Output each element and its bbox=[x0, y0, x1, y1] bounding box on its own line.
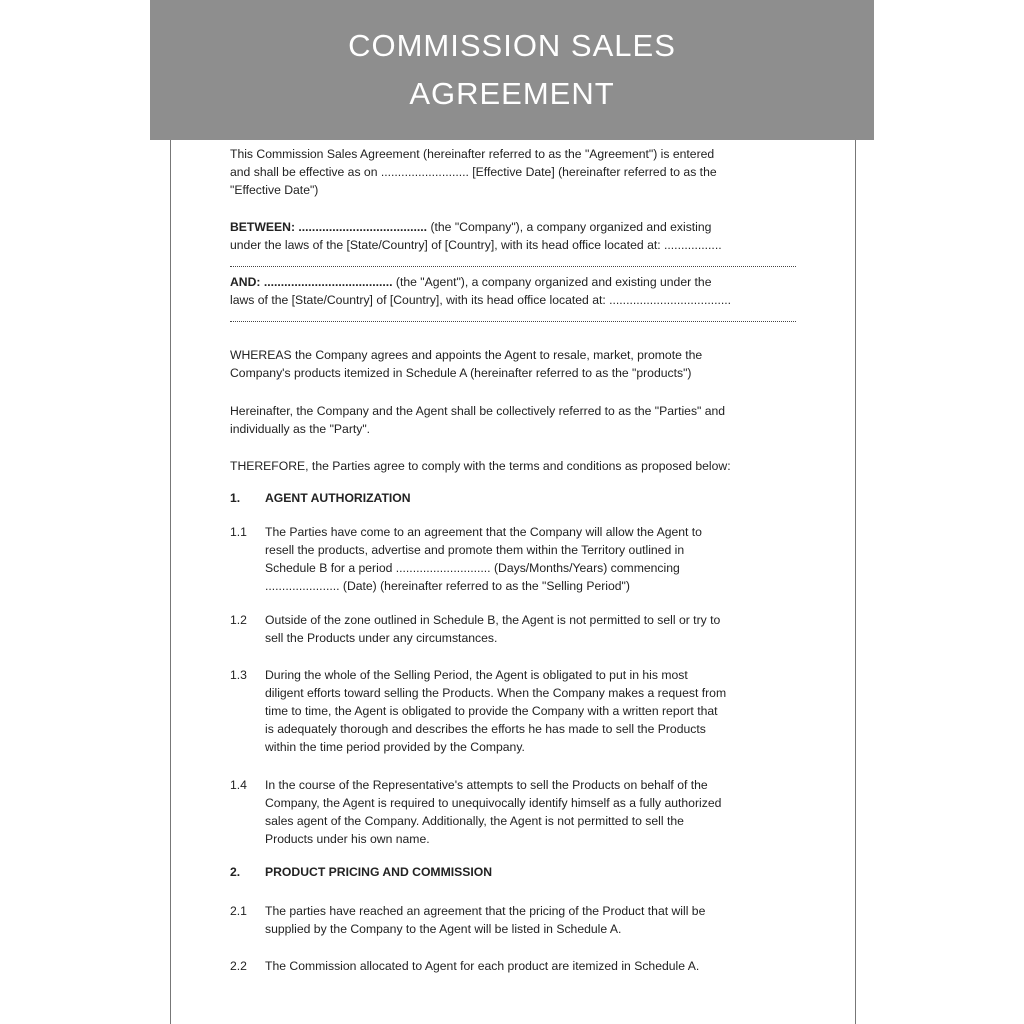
between-paragraph bbox=[230, 218, 800, 254]
banner-title-line-1: COMMISSION SALES bbox=[348, 28, 676, 63]
clause-number: 1.4 bbox=[230, 778, 247, 792]
text-line: Company, the Agent is required to unequivocally identify himself as a fully authorized bbox=[265, 796, 722, 810]
clause-text bbox=[265, 902, 800, 938]
text-line: Hereinafter, the Company and the Agent shall be collectively referred to as the "Parties" and bbox=[230, 404, 726, 418]
text-line: Company's products itemized in Schedule A (hereinafter referred to as the "products") bbox=[230, 366, 692, 380]
clause-text bbox=[265, 957, 800, 975]
clause-number: 1.1 bbox=[230, 525, 247, 539]
text-line: During the whole of the Selling Period, the Agent is obligated to put in his most bbox=[265, 668, 688, 682]
text-line: Products under his own name. bbox=[265, 832, 430, 846]
and-paragraph bbox=[230, 273, 800, 309]
between-label: BETWEEN: ...................................... bbox=[230, 220, 428, 234]
clause-number: 2.2 bbox=[230, 959, 247, 973]
text-line: individually as the "Party". bbox=[230, 422, 371, 436]
text-line: In the course of the Representative's attempts to sell the Products on behalf of the bbox=[265, 778, 708, 792]
text-line: diligent efforts toward selling the Products. When the Company makes a request from bbox=[265, 686, 727, 700]
therefore-paragraph: THEREFORE, the Parties agree to comply with the terms and conditions as proposed below: bbox=[230, 459, 731, 473]
clause-text bbox=[265, 611, 800, 647]
text-line: The Parties have come to an agreement that the Company will allow the Agent to bbox=[265, 525, 702, 539]
fill-in-dotted-line bbox=[230, 321, 796, 322]
and-label: AND: ...................................... bbox=[230, 275, 393, 289]
text-line: WHEREAS the Company agrees and appoints the Agent to resale, market, promote the bbox=[230, 348, 703, 362]
text-line: supplied by the Company to the Agent will be listed in Schedule A. bbox=[265, 922, 622, 936]
text-line: and shall be effective as on .......................... [Effective Date] (hereinafter referred to as the bbox=[230, 165, 717, 179]
intro-paragraph bbox=[230, 145, 800, 199]
text-line: is adequately thorough and describes the efforts he has made to sell the Products bbox=[265, 722, 706, 736]
section-heading: AGENT AUTHORIZATION bbox=[265, 491, 411, 505]
text-line: Schedule B for a period ............................ (Days/Months/Years) commencing bbox=[265, 561, 680, 575]
fill-in-dotted-line bbox=[230, 266, 796, 267]
text-line: sales agent of the Company. Additionally, the Agent is not permitted to sell the bbox=[265, 814, 684, 828]
section-number: 2. bbox=[230, 865, 241, 879]
clause-text bbox=[265, 666, 800, 756]
section-number: 1. bbox=[230, 491, 241, 505]
text-line: The Commission allocated to Agent for each product are itemized in Schedule A. bbox=[265, 959, 700, 973]
text-line: Outside of the zone outlined in Schedule B, the Agent is not permitted to sell or try to bbox=[265, 613, 721, 627]
banner-title-line-2: AGREEMENT bbox=[409, 76, 615, 111]
text-line: sell the Products under any circumstances. bbox=[265, 631, 498, 645]
title-banner bbox=[150, 0, 874, 140]
text-line: (the "Agent"), a company organized and existing under the bbox=[392, 275, 712, 289]
text-line: within the time period provided by the Company. bbox=[265, 740, 525, 754]
text-line: ...................... (Date) (hereinafter referred to as the "Selling Period") bbox=[265, 579, 630, 593]
section-heading: PRODUCT PRICING AND COMMISSION bbox=[265, 865, 493, 879]
text-line: under the laws of the [State/Country] of [Country], with its head office located at: ................. bbox=[230, 238, 722, 252]
text-line: laws of the [State/Country] of [Country], with its head office located at: .................................... bbox=[230, 293, 732, 307]
text-line: time to time, the Agent is obligated to provide the Company with a written report that bbox=[265, 704, 718, 718]
clause-text bbox=[265, 523, 800, 595]
clause-number: 1.2 bbox=[230, 613, 247, 627]
page-edge-right bbox=[855, 140, 856, 1024]
text-line: (the "Company"), a company organized and existing bbox=[427, 220, 712, 234]
text-line: This Commission Sales Agreement (hereinafter referred to as the "Agreement") is entered bbox=[230, 147, 715, 161]
text-line: The parties have reached an agreement that the pricing of the Product that will be bbox=[265, 904, 706, 918]
clause-number: 2.1 bbox=[230, 904, 247, 918]
text-line: resell the products, advertise and promote them within the Territory outlined in bbox=[265, 543, 685, 557]
clause-number: 1.3 bbox=[230, 668, 247, 682]
clause-text bbox=[265, 776, 800, 848]
whereas-paragraph bbox=[230, 346, 800, 382]
page-edge-left bbox=[170, 140, 171, 1024]
text-line: "Effective Date") bbox=[230, 183, 319, 197]
hereinafter-paragraph bbox=[230, 402, 800, 438]
